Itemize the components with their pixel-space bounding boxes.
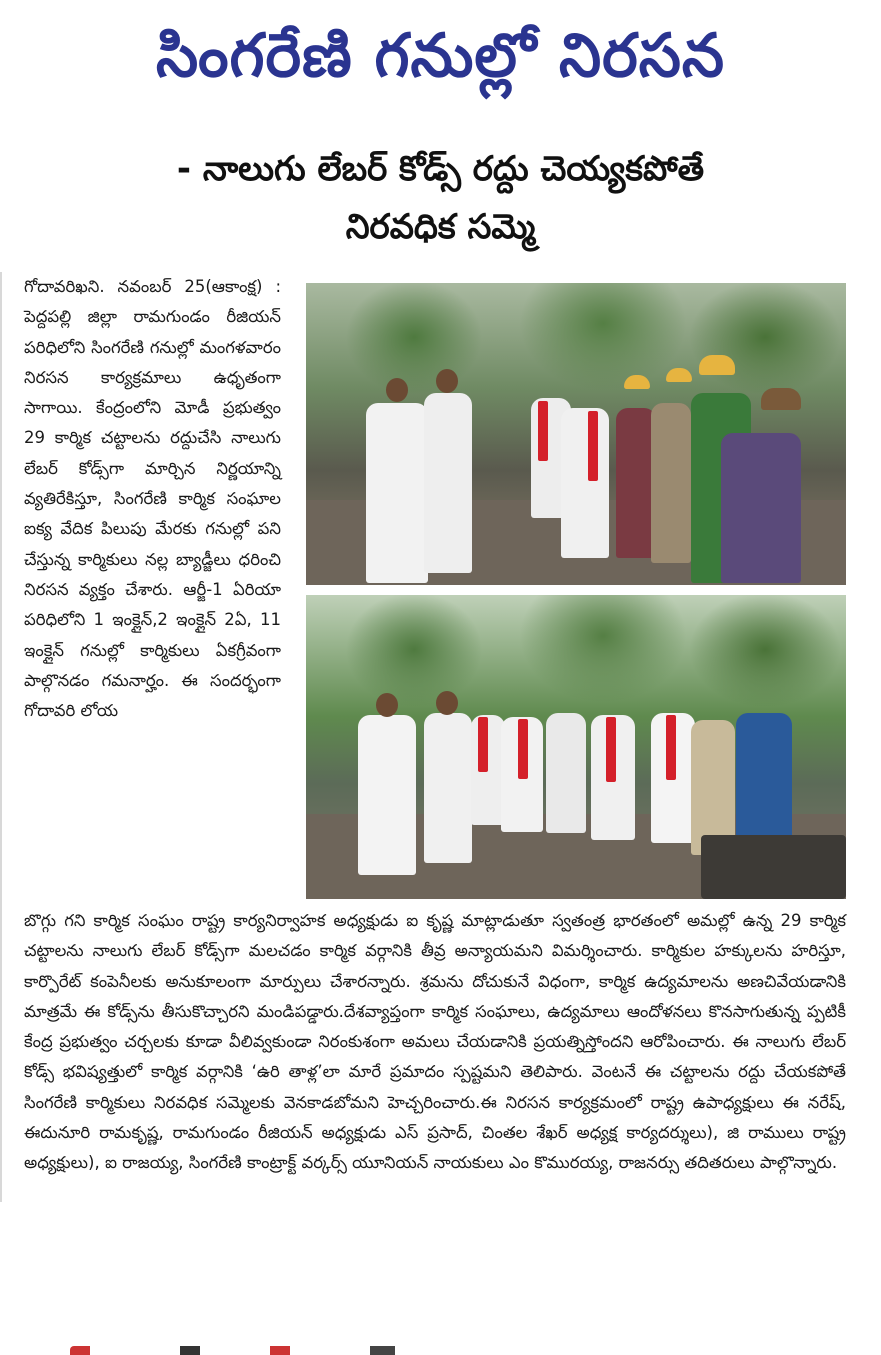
worker-figure: [366, 403, 428, 583]
protest-photo-1: [306, 283, 846, 585]
article-body-text: బొగ్గు గని కార్మిక సంఘం రాష్ట్ర కార్యనిర్వాహక అధ్యక్షుడు ఐ కృష్ణ మాట్లాడుతూ స్వతంత్ర భారతంలో అమల్లో ఉన్న 29 కార్మిక చట్టాలను నాలుగు లేబర్ కోడ్స్‌గా మలచడం కార్మిక వర్గానికి తీవ్ర అన్యాయమని విమర్శించారు. కార్మికుల హక్కులను హరిస్తూ, కార్పొరేట్ కంపెనీలకు అనుకూలంగా మార్పులు చేశారన్నారు. శ్రమను దోచుకునే విధంగా, కార్మిక ఉద్యమాలను అణచివేయడానికి మాత్రమే ఈ కోడ్స్‌ను తీసుకొచ్చారని మండిపడ్డారు.దేశవ్యాప్తంగా కార్మిక సంఘాలు, ఉద్యమాలు ఆందోళనలు కొనసాగుతున్న ప్పటికీ కేంద్ర ప్రభుత్వం చర్చలకు కూడా వీలివ్వకుండా నిరంకుశంగా అమలు చేయడానికి ప్రయత్నిస్తోందని ఆరోపించారు. ఈ నాలుగు లేబర్ కోడ్స్ భవిష్యత్తులో కార్మిక వర్గానికి ‘ఉరి తాళ్ల’లా మారే ప్రమాదం స్పష్టమని తెలిపారు. వెంటనే ఈ చట్టాలను రద్దు చేయకపోతే సింగరేణి కార్మికులు నిరవధిక సమ్మెలకు వెనకాడబోమని హెచ్చరించారు.ఈ నిరసన కార్యక్రమంలో రాష్ట్ర ఉపాధ్యక్షులు ఈ నరేష్, ఈదునూరి రామకృష్ణ, రామగుండం రీజియన్ అధ్యక్షుడు ఎస్ ప్రసాద్, చింతల శేఖర్ అధ్యక్ష కార్యదర్శులు), జి రాములు రాష్ట్ర అధ్యక్షులు), ఐ రాజయ్య, సింగరేణి కాంట్రాక్ట్ వర్కర్స్ యూనియన్ నాయకులు ఎం కొమురయ్య, రాజనర్సు తదితరులు పాల్గొన్నారు.: [24, 911, 846, 1173]
column-rule: [0, 272, 2, 1202]
worker-figure: [651, 403, 691, 563]
worker-figure: [424, 393, 472, 573]
worker-head: [436, 369, 458, 393]
subheadline: [0, 140, 881, 256]
red-scarf: [588, 411, 598, 481]
worker-head: [436, 691, 458, 715]
red-scarf: [518, 719, 528, 779]
helmet: [699, 355, 735, 375]
helmet: [761, 388, 801, 410]
worker-figure: [546, 713, 586, 833]
worker-head: [386, 378, 408, 402]
worker-figure: [736, 713, 792, 853]
subheadline-line-2: నిరవధిక సమ్మె: [345, 207, 536, 247]
red-scarf: [666, 715, 676, 780]
worker-figure: [616, 408, 656, 558]
worker-figure: [561, 408, 609, 558]
headline: సింగరేణి గనుల్లో నిరసన: [156, 21, 725, 91]
red-scarf: [478, 717, 488, 772]
cut-off-photo-top: [70, 1346, 540, 1355]
generator-box: [701, 835, 846, 899]
worker-figure: [358, 715, 416, 875]
worker-figure: [721, 433, 801, 583]
worker-figure: [424, 713, 472, 863]
article-column-text: గోదావరిఖని. నవంబర్ 25(ఆకాంక్ష) : పెద్దపల్లి జిల్లా రామగుండం రీజియన్ పరిధిలోని సింగరేణి గనుల్లో మంగళవారం నిరసన కార్యక్రమాలు ఉధృతంగా సాగాయి. కేంద్రంలోని మోడీ ప్రభుత్వం 29 కార్మిక చట్టాలను రద్దుచేసి నాలుగు లేబర్ కోడ్స్‌గా మార్చిన నిర్ణయాన్ని వ్యతిరేకిస్తూ, సింగరేణి కార్మిక సంఘాల ఐక్య వేదిక పిలుపు మేరకు గనుల్లో పని చేస్తున్న కార్మికులు నల్ల బ్యాడ్జీలు ధరించి నిరసన వ్యక్తం చేశారు. ఆర్జీ-1 ఏరియా పరిధిలోని 1 ఇంక్లైన్,2 ఇంక్లైన్ 2ఏ, 11 ఇంక్లైన్ గనుల్లో కార్మికులు ఏకగ్రీవంగా పాల్గొనడం గమనార్హం. ఈ సందర్భంగా గోదావరి లోయ: [24, 277, 281, 721]
red-scarf: [538, 401, 548, 461]
helmet: [624, 375, 650, 389]
protest-photo-2: [306, 595, 846, 899]
helmet: [666, 368, 692, 382]
red-scarf: [606, 717, 616, 782]
subheadline-line-1: - నాలుగు లేబర్ కోడ్స్ రద్దు చెయ్యకపోతే: [176, 149, 705, 189]
worker-head: [376, 693, 398, 717]
worker-figure: [471, 715, 505, 825]
